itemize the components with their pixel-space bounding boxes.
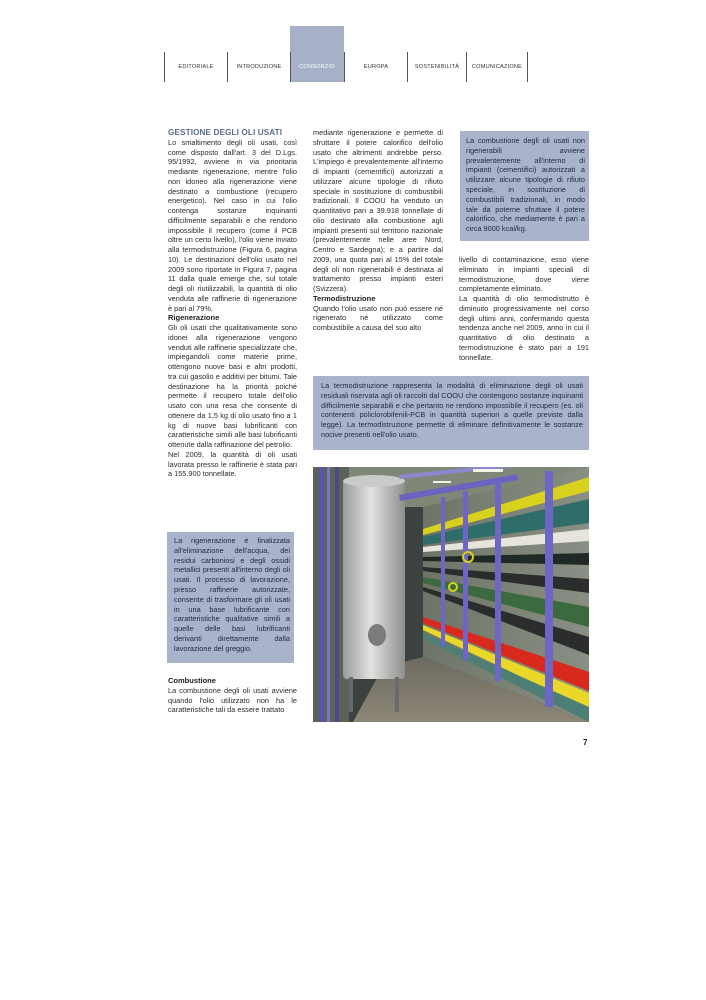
nav-label: INTRODUZIONE — [236, 64, 282, 70]
nav-divider — [164, 52, 165, 82]
nav-label: COMUNICAZIONE — [471, 64, 523, 70]
intro-paragraph: Lo smaltimento degli oli usati, così come disposto dall'art. 3 del D.Lgs. 95/1992, avviene in via prioritaria mediante rigenerazione, mentre l'olio non idoneo alla rigenerazione viene destinato a combustione (recupero energetico). Nel caso in cui l'olio contenga sostanze inquinanti difficilmente separabili e che rendono impossibile il recupero (come il PCB oltre un certo livello), l'olio viene inviato alla termodistruzione (Figura 6, pagina 10). Le destinazioni dell'olio usato nel 2009 sono riportate in Figura 7, pagina 11 dalla quale emerge che, sul totale degli oli riutilizzabili, la quantità di olio venduta alle raffinerie di rigenerazione è pari al 79%. — [168, 137, 297, 313]
text-column-1 — [168, 128, 297, 479]
nav-label: EUROPA — [363, 64, 389, 70]
nav-divider — [527, 52, 528, 82]
termodistruzione-continued-paragraph: livello di contaminazione, esso viene eliminato in impianti speciali di termodistruzione, dove viene completamente eliminato. — [459, 255, 589, 294]
callout-text: La combustione degli oli usati non rigenerabili avviene prevalentemente all'interno di impianti (cementifici) autorizzati a utilizzare alcune tipologie di rifiuto speciale, in sostituzione di combustibili tradizionali, in modo tale da poterne sfruttare il potere calorifico, che mediamente è pari a circa 9000 kcal/kg. — [466, 136, 585, 234]
callout-box-termodistruzione — [313, 376, 589, 450]
combustione-continued-paragraph: mediante rigenerazione e permette di sfruttare il potere calorifico dell'olio usato che altrimenti andrebbe perso. L'impiego è prevalentemente all'interno di impianti (cementifici) autorizzati a utilizzare alcune tipologie di rifiuto speciale in sostituzione di combustibili tradizionali. Il COOU ha venduto un quantitativo pari a 39.918 tonnellate di olio destinato alla combustione agli impianti presenti sul territorio nazionale (prevalentemente nelle aree Nord, Centro e Sardegna); e a partire dal 2009, una quota pari al 15% del totale degli oli non rigenerabili è destinata al trattamento presso impianti esteri (Svizzera). — [313, 128, 443, 293]
nav-item-consorzio[interactable] — [291, 52, 343, 82]
callout-text: La rigenerazione è finalizzata all'eliminazione dell'acqua, dei residui carboniosi e degli ossidi metallici presenti all'interno degli oli usati. Il processo di lavorazione, presso raffinerie autorizzate, consente di trasformare gli oli usati in una base lubrificante con caratteristiche qualitative simili a quelle delle basi lubrificanti derivanti direttamente dalla lavorazione del greggio. — [174, 536, 290, 653]
nav-label: SOSTENIBILITÀ — [414, 64, 460, 70]
top-navigation — [164, 52, 528, 82]
section-title: GESTIONE DEGLI OLI USATI — [168, 128, 283, 137]
page-number: 7 — [583, 738, 588, 747]
termodistruzione-paragraph: Quando l'olio usato non può essere né rigenerato né utilizzato come combustibile a causa del suo alto — [313, 303, 443, 332]
nav-item-sostenibilita[interactable] — [408, 52, 466, 82]
callout-text: La termodistruzione rappresenta la modalità di eliminazione degli oli usati residuali riservata agli oli raccolti dal COOU che contengono sostanze inquinanti difficilmente separabili e che pertanto ne rendono impossibile il recupero (es. oli contenenti policlorobifenili-PCB in quantità superiori a quelle previste dalla legge). La termodistruzione permette di eliminare definitivamente le sostanze nocive presenti nell'olio usato. — [321, 381, 583, 439]
callout-box-rigenerazione — [167, 532, 294, 663]
callout-box-combustione — [460, 131, 589, 241]
subheading-termodistruzione: Termodistruzione — [313, 293, 376, 303]
nav-item-introduzione[interactable] — [228, 52, 290, 82]
nav-item-comunicazione[interactable] — [467, 52, 527, 82]
combustione-paragraph: La combustione degli oli usati avviene quando l'olio utilizzato non ha le caratteristiche tali da essere trattato — [168, 685, 297, 715]
termodistruzione-quantity-paragraph: La quantità di olio termodistrutto è diminuito progressivamente nel corso degli ultimi anni, confermando questa tendenza anche nel 2009, anno in cui il quantitativo di olio destinato a termodistruzione è stato pari a 191 tonnellate. — [459, 294, 589, 362]
pipe-tunnel-illustration — [313, 467, 589, 722]
rigenerazione-paragraph: Gli oli usati che qualitativamente sono idonei alla rigenerazione vengono venduti alle raffinerie specializzate che, impiegandoli come materie prime, ottengono nuove basi e altri prodotti, tra cui gasolio e additivi per bitumi. Tale destinazione ha la priorità poiché permette il recupero totale dell'olio usato con una resa che consente di ottenere da 1,5 kg di olio usato fino a 1 kg di nuove basi lubrificanti con caratteristiche simili alle basi lubrificanti ottenute dalla raffinazione del petrolio. — [168, 323, 297, 449]
text-column-1-continued — [168, 676, 297, 715]
nav-label: CONSORZIO — [299, 64, 335, 70]
nav-item-europa[interactable] — [345, 52, 407, 82]
nav-item-editoriale[interactable] — [166, 52, 226, 82]
text-column-2 — [313, 128, 443, 333]
photo-pipe-tunnel — [313, 467, 589, 722]
text-column-3 — [459, 255, 589, 362]
nav-label: EDITORIALE — [178, 64, 214, 70]
subheading-rigenerazione: Rigenerazione — [168, 313, 220, 323]
subheading-combustione: Combustione — [168, 676, 216, 685]
rigenerazione-quantity-paragraph: Nel 2009, la quantità di oli usati lavorata presso le raffinerie è stata pari a 155.900 tonnellate. — [168, 449, 297, 479]
